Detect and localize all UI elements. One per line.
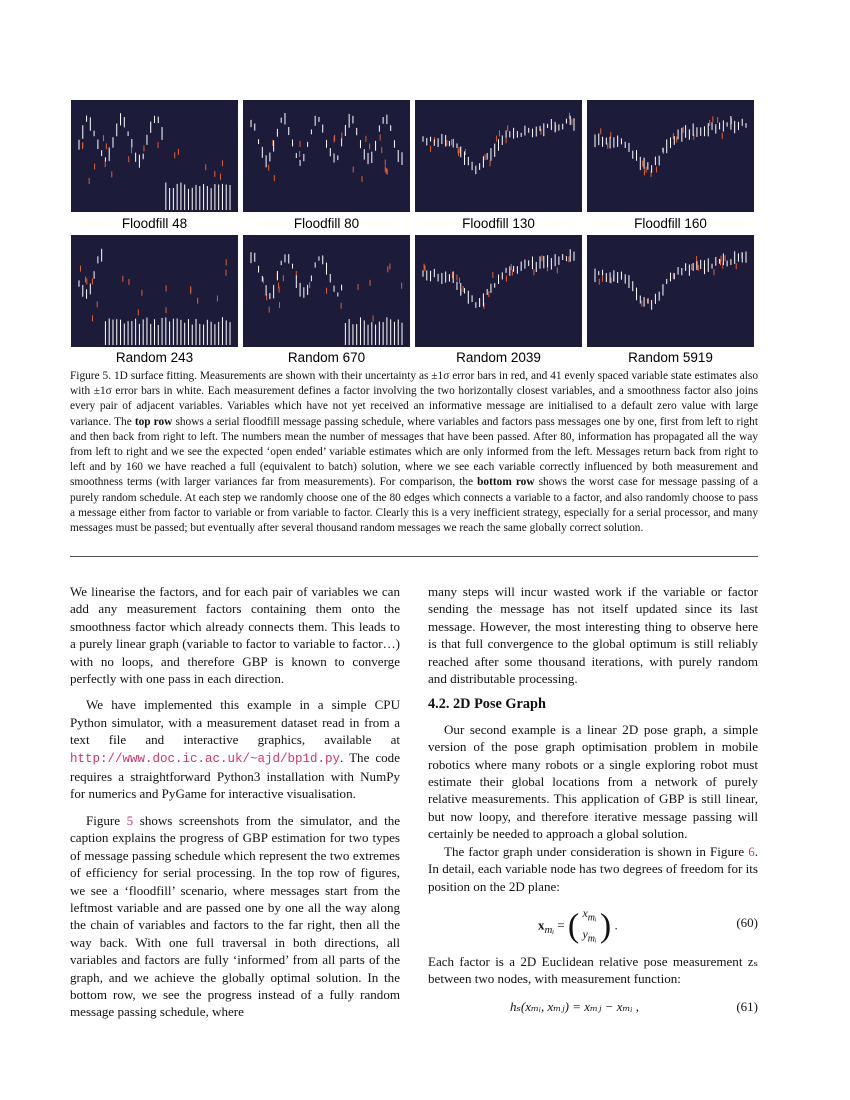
figure-panel-random-243 [71, 235, 238, 347]
paragraph-text: . In detail, each variable node has two degrees of freedom for its position on the 2D plane: [428, 843, 758, 894]
paragraph-text: shows screenshots from the simulator, and the caption explains the progress of GBP estimation for two types of message passing schedule which represent the two extremes of efficiency for serial processing. In the top row of figures, we see a ‘floodfill’ scenario, where messages start from the leftmost variable and are passed one by one all the way along the chain of variables and factors to the far right, then all the way back. With one full traversal in both directions, all variables and factors are fully ‘informed’ from all parts of the graph, and we achieve the globally optimal solution. In the bottom row, we see the progress instead of a fully random message passing schedule, where [70, 812, 401, 1020]
paragraph [428, 843, 758, 895]
plot-floodfill-130 [415, 100, 582, 212]
right-column [428, 583, 758, 1022]
plot-floodfill-160 [587, 100, 754, 212]
eq-symbol: x [582, 905, 588, 920]
paragraph-text: . The code requires a straightforward Python3 installation with NumPy for numerics and PyGame for interactive visualisation. [70, 749, 400, 802]
figure-panel-floodfill-130 [415, 100, 582, 212]
panel-label: Random 670 [287, 350, 366, 365]
equation-number: (61) [736, 998, 758, 1014]
plot-floodfill-80 [243, 100, 410, 212]
plot-floodfill-48 [71, 100, 238, 212]
caption-text: Figure 5. 1D surface fitting. Measurements are shown with their uncertainty as ±1σ error bars in red, and 41 evenly spaced variable state estimates also with ±1σ error bars in white. Each measurement defines a factor involving the two horizontally closest variables, and a smoothness factor also joins every pair of adjacent variables. Variables which have not yet received an informative message are initialised to a default zero value with large variance. The [70, 370, 758, 428]
figure-panel-floodfill-160 [587, 100, 754, 212]
equation-body: $x_{mᵢ}$ = ( $x_{mᵢ}$ $y_{mᵢ}$ ) . [538, 905, 618, 948]
caption-text: shows the worst case for message passing of a purely random schedule. At each step we randomly choose one of the 80 edges which connects a variable to a factor, and also randomly choose to pass a message either from factor to variable or from variable to factor. Clearly this is a very inefficient strategy, especially for a serial processor, and many messages must be passed; but eventually after several thousand random messages we reach the same globally correct solution. [70, 476, 759, 535]
panel-label: Random 5919 [628, 350, 713, 365]
paragraph: Our second example is a linear 2D pose graph, a simple version of the pose graph optimisation problem in mobile robotics where many robots or a single exploring robot must estimate their global locations from a network of purely relative measurements. This application of GBP is still linear, but now loopy, and therefore iterative message passing will certainly be needed to approach a global solution. [428, 721, 758, 842]
equation-body: hₛ(xₘᵢ, xₘⱼ) = xₘⱼ − xₘᵢ , [510, 998, 640, 1014]
plot-random-670 [243, 235, 410, 347]
paragraph: Each factor is a 2D Euclidean relative pose measurement zₛ between two nodes, with measurement function: [428, 953, 758, 987]
section-heading: 4.2. 2D Pose Graph [428, 696, 546, 713]
caption-divider [70, 556, 758, 557]
eq-symbol: x [538, 917, 545, 933]
figure-caption [70, 369, 758, 536]
panel-label: Floodfill 80 [293, 216, 360, 231]
figure-panel-random-670 [243, 235, 410, 347]
panel-label: Floodfill 130 [462, 216, 535, 231]
paragraph: We linearise the factors, and for each pair of variables we can add any measurement factors containing them onto the smoothness factor which already connects them. This leads to a purely linear graph (variable to factor to variable to factor…) with no loops, and therefore GBP is known to converge perfectly with one pass in each direction. [70, 584, 400, 687]
caption-bold-bottom-row: bottom row [477, 476, 535, 489]
paragraph [70, 696, 400, 802]
figure-panel-random-2039 [415, 235, 582, 347]
code-link[interactable]: http://www.doc.ic.ac.uk/~ajd/bp1d.py [70, 751, 341, 766]
plot-random-243 [71, 235, 238, 347]
caption-text: shows a serial floodfill message passing schedule, where variables and factors pass messages one by one, first from left to right and then back from right to left. The numbers mean the number of messages that have been passed. After 80, information has propagated all the way from left to right and we see the expected ‘open ended’ variable estimates which are only informed from the left. Messages return back from right to left and by 160 we have reached a full (equivalent to batch) solution, where we see each variable correctly influenced by both measurement and smoothness terms (with larger variances far from measurements). For comparison, the [70, 415, 758, 489]
equation-vector [582, 905, 596, 948]
eq-symbol: y [582, 927, 588, 942]
eq-subscript: mᵢ [587, 912, 597, 924]
panel-label: Random 243 [115, 350, 194, 365]
paragraph-text: The factor graph under consideration is shown in Figure [444, 843, 749, 859]
panel-label: Floodfill 48 [121, 216, 188, 231]
equation-60 [428, 901, 758, 945]
equation-61 [428, 994, 758, 1022]
plot-random-5919 [587, 235, 754, 347]
panel-label: Floodfill 160 [634, 216, 707, 231]
figure-panel-floodfill-48 [71, 100, 238, 212]
figure-panel-random-5919 [587, 235, 754, 347]
paragraph [70, 812, 400, 1021]
plot-random-2039 [415, 235, 582, 347]
paragraph-text: Figure [86, 812, 127, 828]
figure-reference-link[interactable]: 5 [126, 812, 134, 828]
left-column [70, 583, 400, 1021]
figure-reference-link[interactable]: 6 [748, 843, 755, 859]
caption-bold-top-row: top row [134, 415, 173, 428]
equation-number: (60) [736, 914, 758, 930]
paragraph-text: We have implemented this example in a simple CPU Python simulator, with a measurement dataset read in from a text file and interactive graphics, available at [70, 697, 400, 748]
eq-subscript: mᵢ [587, 933, 597, 945]
panel-label: Random 2039 [456, 350, 541, 365]
figure-panel-floodfill-80 [243, 100, 410, 212]
paragraph: many steps will incur wasted work if the variable or factor sending the message has not itself updated since its last message. However, the most interesting thing to observe here is that full convergence to the global optimum is still reliably reached after some thousand iterations, with purely random and distributable processing. [428, 584, 758, 687]
eq-subscript: mᵢ [544, 923, 555, 936]
